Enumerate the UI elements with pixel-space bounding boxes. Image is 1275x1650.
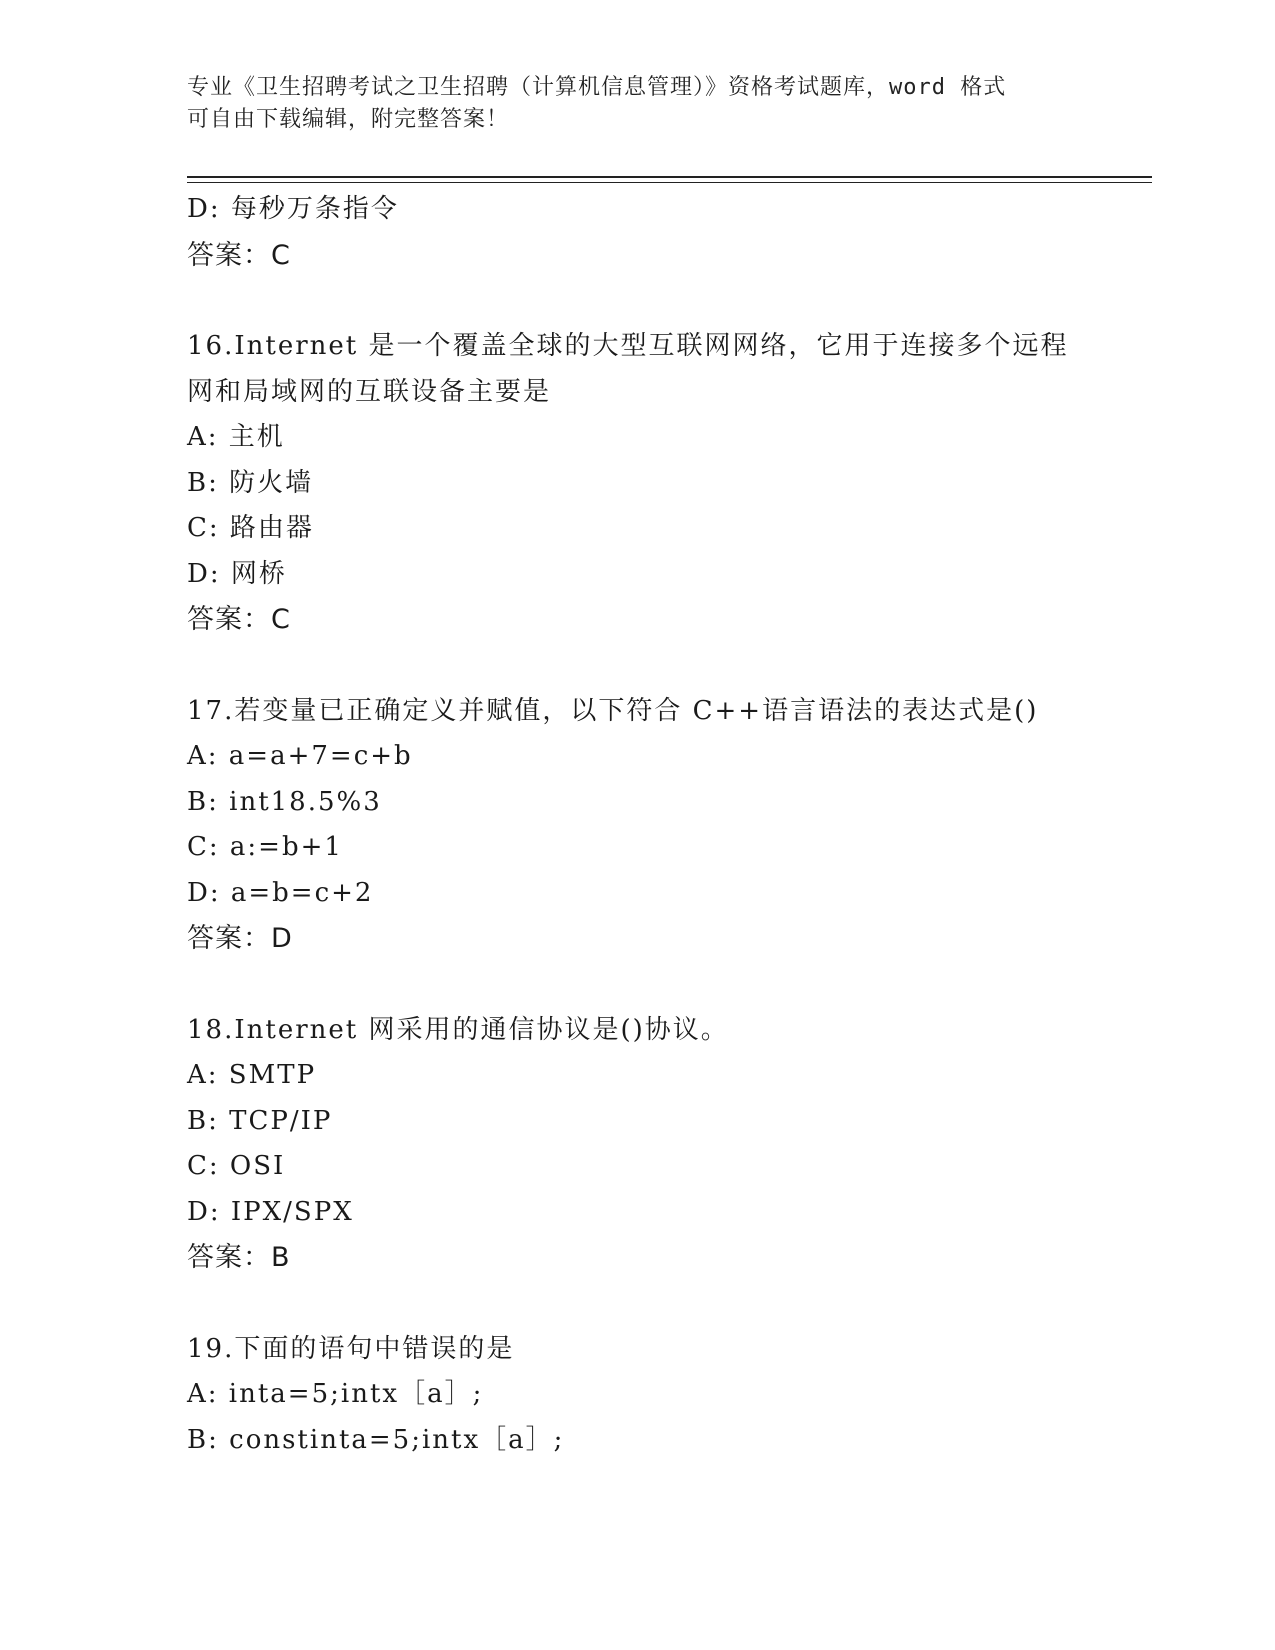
option-a: A: 主机 [187, 422, 285, 452]
spacer [187, 278, 1117, 324]
header-line-2: 可自由下载编辑，附完整答案！ [187, 107, 510, 132]
option-c: C: 路由器 [187, 513, 314, 543]
option-a: A: SMTP [187, 1060, 317, 1090]
option-a: A: inta=5;intx［a］; [187, 1379, 484, 1409]
spacer [187, 643, 1117, 689]
option-d: D: a=b=c+2 [187, 877, 374, 908]
question-stem: 17.若变量已正确定义并赋值，以下符合 C++语言语法的表达式是() [187, 695, 1039, 726]
spacer [187, 1281, 1117, 1327]
option-d: D: 每秒万条指令 [187, 194, 399, 224]
option-d: D: IPX/SPX [187, 1196, 354, 1227]
option-c: C: OSI [187, 1151, 286, 1181]
question-17 [187, 689, 1117, 962]
header-line-1: 专业《卫生招聘考试之卫生招聘（计算机信息管理）》资格考试题库，word 格式 [187, 75, 1007, 100]
answer-line: 答案：B [187, 1242, 291, 1273]
question-stem: 16.Internet 是一个覆盖全球的大型互联网网络，它用于连接多个远程 [187, 331, 1069, 361]
option-b: B: int18.5%3 [187, 786, 382, 817]
question-19 [187, 1327, 1117, 1464]
spacer [187, 962, 1117, 1008]
option-b: B: 防火墙 [187, 467, 314, 498]
option-b: B: constinta=5;intx［a］; [187, 1424, 565, 1455]
answer-line: 答案：C [187, 239, 291, 271]
question-15-tail [187, 187, 1117, 278]
option-a: A: a=a+7=c+b [187, 741, 413, 771]
question-18 [187, 1008, 1117, 1281]
option-d: D: 网桥 [187, 558, 287, 589]
option-b: B: TCP/IP [187, 1105, 333, 1136]
option-c: C: a:=b+1 [187, 832, 343, 862]
question-stem: 18.Internet 网采用的通信协议是()协议。 [187, 1014, 729, 1045]
answer-line: 答案：C [187, 604, 291, 635]
answer-line: 答案：D [187, 923, 293, 954]
header-divider-thick [187, 176, 1152, 178]
question-stem: 19.下面的语句中错误的是 [187, 1333, 515, 1364]
question-content [187, 187, 1117, 1463]
document-header [187, 72, 1087, 136]
question-stem-continued: 网和局域网的互联设备主要是 [187, 376, 552, 407]
question-16 [187, 324, 1117, 643]
header-divider-thin [187, 182, 1152, 183]
